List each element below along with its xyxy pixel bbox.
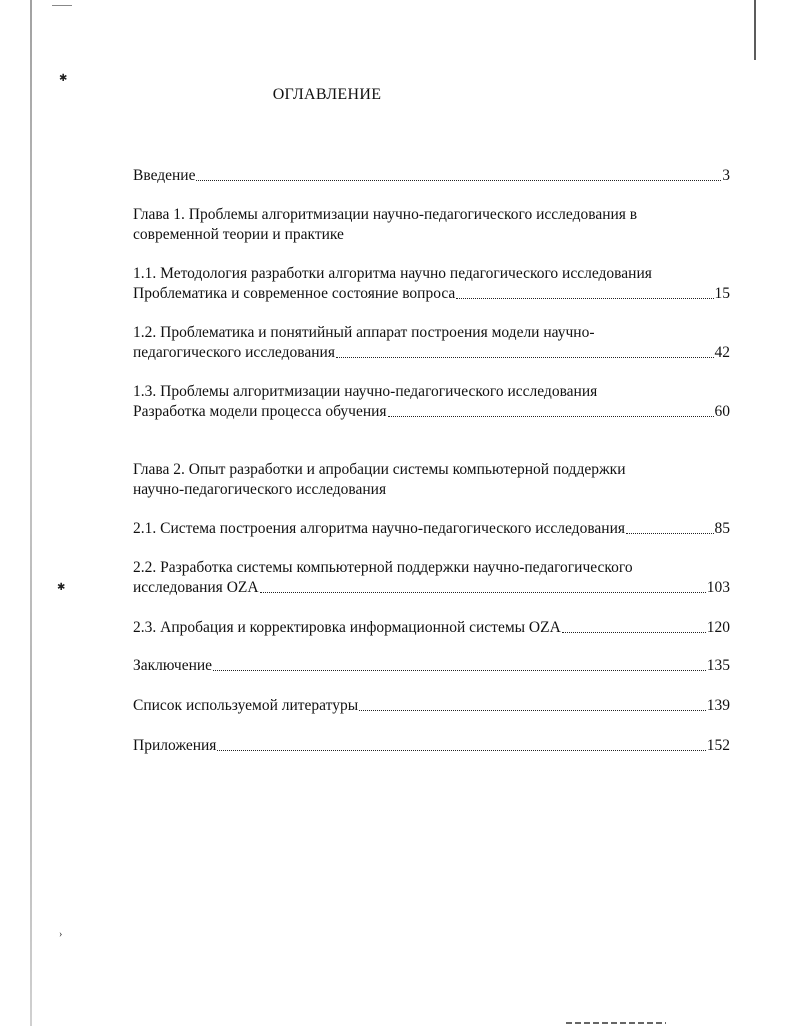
toc-page-number: 42 bbox=[714, 344, 730, 361]
toc-entry[interactable] bbox=[133, 166, 730, 186]
toc-entry-text: Проблематика и современное состояние вопроса bbox=[133, 285, 456, 302]
toc-entry-text: 2.3. Апробация и корректировка информационной системы OZA bbox=[133, 619, 561, 636]
toc-entry-text: Список используемой литературы bbox=[133, 697, 359, 714]
dot-leader bbox=[260, 591, 706, 593]
scan-speck: › bbox=[59, 929, 63, 940]
toc-page-number: 60 bbox=[714, 403, 730, 420]
toc-entry-text: Разработка модели процесса обучения bbox=[133, 403, 387, 420]
toc-page-number: 120 bbox=[706, 619, 730, 636]
toc-page-number: 139 bbox=[706, 697, 730, 714]
toc-entry[interactable] bbox=[133, 618, 730, 638]
toc-entry-text: 2.1. Система построения алгоритма научно-педагогического исследования bbox=[133, 520, 626, 537]
scan-edge-top bbox=[52, 5, 72, 6]
toc-page-number: 85 bbox=[714, 520, 730, 537]
dot-leader bbox=[359, 709, 706, 711]
toc-entry-text: Приложения bbox=[133, 737, 217, 754]
toc-entry-text: Заключение bbox=[133, 657, 213, 674]
scan-speck: ✱ bbox=[59, 73, 68, 84]
toc-entry-text: 1.2. Проблематика и понятийный аппарат построения модели научно- bbox=[133, 324, 595, 341]
toc-page-number: 103 bbox=[706, 579, 730, 596]
toc-entry-text: Глава 2. Опыт разработки и апробации системы компьютерной поддержки bbox=[133, 461, 626, 478]
dot-leader bbox=[217, 749, 705, 751]
scan-speck: ✱ bbox=[57, 582, 66, 593]
dot-leader bbox=[388, 415, 714, 417]
toc-entry-text: Глава 1. Проблемы алгоритмизации научно-педагогического исследования в bbox=[133, 206, 638, 223]
toc-entry[interactable] bbox=[133, 382, 730, 422]
dot-leader bbox=[213, 669, 706, 671]
toc-entry-text: педагогического исследования bbox=[133, 344, 335, 361]
toc-entry[interactable] bbox=[133, 656, 730, 676]
scan-edge-bottom bbox=[566, 1022, 666, 1024]
toc-entry-text: 1.1. Методология разработки алгоритма научно педагогического исследования bbox=[133, 265, 652, 282]
toc-entry[interactable] bbox=[133, 264, 730, 304]
page-title: ОГЛАВЛЕНИЕ bbox=[272, 86, 382, 103]
toc-entry-text: научно-педагогического исследования bbox=[133, 481, 387, 498]
toc-entry-text: исследования OZA bbox=[133, 579, 259, 596]
toc-entry-text: 2.2. Разработка системы компьютерной поддержки научно-педагогического bbox=[133, 559, 633, 576]
toc-page-number: 15 bbox=[714, 285, 730, 302]
toc-entry[interactable] bbox=[133, 323, 730, 363]
dot-leader bbox=[196, 179, 721, 181]
toc-entry-text: Введение bbox=[133, 167, 196, 184]
toc-entry-text: 1.3. Проблемы алгоритмизации научно-педагогического исследования bbox=[133, 383, 598, 400]
dot-leader bbox=[336, 356, 714, 358]
toc-page-number: 3 bbox=[722, 167, 730, 184]
dot-leader bbox=[562, 631, 706, 633]
dot-leader bbox=[626, 532, 713, 534]
toc-entry[interactable] bbox=[133, 519, 730, 539]
toc-entry[interactable] bbox=[133, 696, 730, 716]
toc-entry[interactable] bbox=[133, 558, 730, 598]
toc-entry[interactable] bbox=[133, 460, 730, 500]
toc-entry[interactable] bbox=[133, 205, 730, 245]
scan-edge-left bbox=[30, 0, 32, 1026]
scan-edge-right bbox=[754, 0, 756, 60]
toc-page-number: 152 bbox=[706, 737, 730, 754]
toc-entry[interactable] bbox=[133, 736, 730, 756]
toc-entry-text: современной теории и практике bbox=[133, 226, 344, 243]
dot-leader bbox=[456, 297, 713, 299]
toc-page-number: 135 bbox=[706, 657, 730, 674]
